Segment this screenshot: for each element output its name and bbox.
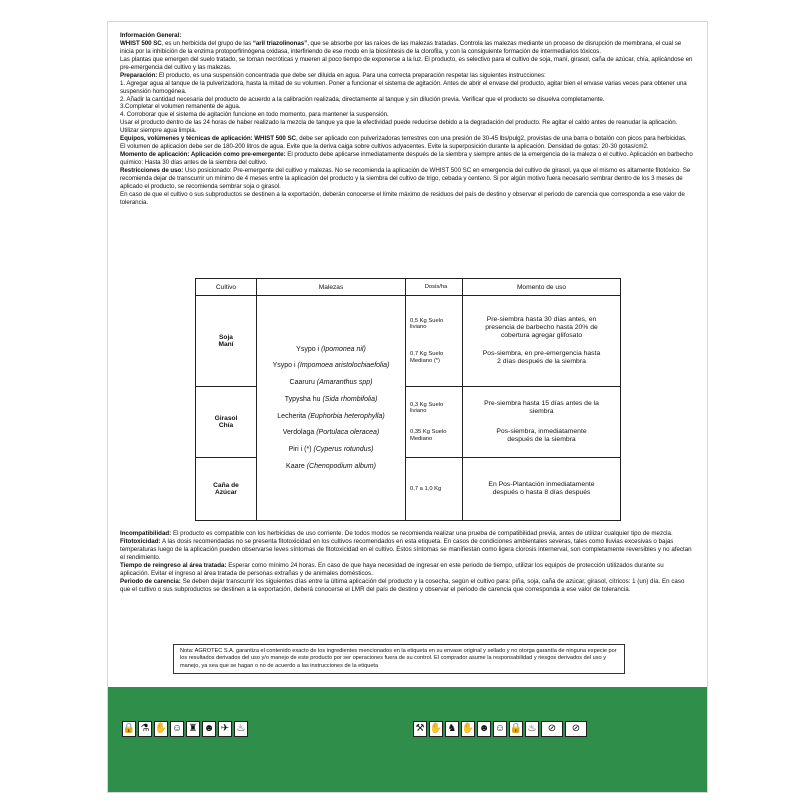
moment-girasol-chia: Pre-siembra hasta 15 días antes de la siembra Pos-siembra, inmediatamente después de la siembra	[463, 387, 621, 458]
dose-soja-mani: 0,5 Kg Suelo liviano 0,7 Kg Suelo Mediano (*)	[406, 296, 463, 387]
mask-icon: ☻	[202, 721, 216, 737]
equipment-paragraph: Equipos, volúmenes y técnicas de aplicación: WHIST 500 SC, debe ser aplicado con pulverizadoras terrestres con una presión de 30-45 lbs/pulg2, provistas de una barra o botalón con picos para herbicidas. El volumen de aplicación debe ser de 180-200 litros de agua. Evite que la deriva caiga sobre cultivos adyacentes. Evite la superposición durante la aplicación. Densidad de gotas: 20-30 gotas/cm2.	[120, 135, 687, 151]
restrictions-paragraph: Restricciones de uso: Uso posicionado: Pre-emergente del cultivo y malezas. No se recomienda la aplicación de WHIST 500 SC en emergencia del cultivo de girasol, ya que el mismo es altamente fitotóxico. Se recomienda dejar de transcurrir un mínimo de 4 meses entre la aplicación del producto y la siembra del cultivo de trigo, cebada y centeno. Si por algún motivo fuera necesario sembrar dentro de los 3 meses de aplicado el producto, se recomienda sembrar soja o girasol.	[120, 166, 691, 190]
table-row	[196, 296, 621, 387]
dosage-table	[195, 278, 621, 521]
list-item: Verdolaga (Portulaca oleracea)	[282, 429, 380, 437]
list-item: Ysypo i (Ipomonea nil)	[296, 345, 366, 353]
gloves-icon: ✋	[154, 721, 168, 737]
mixing-icon: ⚗	[138, 721, 152, 737]
list-item: Piri i (*) (Cyperus rotundus)	[288, 445, 374, 453]
general-paragraph-1: WHIST 500 SC, es un herbicida del grupo de las “aril triazolinonas”, que se absorbe por las raíces de las malezas tratadas. Controla las malezas mediante un proceso de disrupción de membrana, el cual se inicia por la inhibición de la enzima protoporfirinógena oxidasa, interfiriendo de ese modo en la biosíntesis de la clorofila, y con la consiguiente formación de intermediarios tóxicos.	[120, 39, 682, 55]
weeds-cell	[257, 296, 406, 521]
dose-cana-azucar: 0,7 a 1,0 Kg	[406, 458, 463, 521]
no-animals-icon: ⊘	[541, 721, 563, 737]
weeds-list	[257, 346, 405, 471]
header-moment: Momento de uso	[463, 279, 621, 296]
carencia-paragraph: Periodo de carencia: Se deben dejar transcurrir los siguientes días entre la última aplicación del producto y la cosecha, según el cultivo para: piña, soja, caña de azúcar, girasol, cítricos: 1 (un) día. En caso que el cultivo o sus subproductos se destinen a la exportación, deberá conocerse el LMR del país de destino y observar el periodo de carencia que corresponda a ese valor de tolerancia.	[120, 577, 685, 593]
pictograms-left	[122, 721, 248, 737]
preparation-step-4: 4. Corroborar que el sistema de agitación funcione en todo momento, para mantener la suspensión.	[120, 111, 389, 119]
compatibility-paragraph: Incompatibilidad: El producto es compatible con los herbicidas de uso corriente. De todos modos se recomienda realizar una prueba de compatibilidad previa, antes de utilizar cualquier tipo de mezcla.	[120, 530, 673, 537]
timing-paragraph: Momento de aplicación: Aplicación como pre-emergente: El producto debe aplicarse inmediatamente después de la siembra y siempre antes de la emergencia de la maleza o el cultivo. Aplicación en barbecho químico: Hasta 30 días antes de la siembra del cultivo.	[120, 151, 693, 166]
boots-icon: ♞	[445, 721, 459, 737]
dose-girasol-chia: 0,3 Kg Suelo liviano 0,35 Kg Suelo Mediano	[406, 387, 463, 458]
export-paragraph: En caso de que el cultivo o sus subproductos se destinen a la exportación, deberán conocerse el límite máximo de residuos del país de destino y observar el periodo de carencia que corresponda a ese valor de tolerancia.	[120, 190, 685, 206]
sprayer-person-icon: ⚒	[413, 721, 427, 737]
list-item: Typysha hu (Sida rhombifolia)	[284, 395, 378, 403]
list-item: Lecherita (Euphorbia heterophylla)	[277, 412, 385, 420]
gloves-icon: ✋	[461, 721, 475, 737]
apron-icon: ♜	[186, 721, 200, 737]
moment-soja-mani: Pre-siembra hasta 30 días antes, en presencia de barbecho hasta 20% de cobertura agregar glifosato Pos-siembra, en pre-emergencia hasta 2 días después de la siembra	[463, 296, 621, 387]
header-dose: Dosis/ha	[406, 279, 463, 296]
crop-girasol-chia: Girasol Chía	[196, 387, 257, 458]
disclaimer-note: Nota: AGROTEC S.A. garantiza el contenido exacto de los ingredientes mencionados en la etiqueta en su envase original y sellado y no otorga garantía de ninguna especie por los resultados derivados del uso y/o manejo de este producto por ser operaciones fuera de su control. El comprador asume la responsabilidad y riesgos derivados del uso y manejo, ya sea que se hagan o no de acuerdo a las instrucciones de la etiqueta	[173, 644, 625, 674]
wash-icon: ♨	[234, 721, 248, 737]
list-item: Ysypo i (Impomoea aristolochiaefolia)	[272, 362, 390, 370]
preparation-paragraph: Preparación: El producto, es una suspensión concentrada que debe ser diluida en agua. Para una correcta preparación respetar las siguientes instrucciones:	[120, 71, 546, 79]
header-crop: Cultivo	[196, 279, 257, 296]
table-header-row	[196, 279, 621, 296]
general-paragraph-2: Las plantas que emergen del suelo tratado, se tornan necróticas y mueren al poco tiempo de exponerse a la luz. El producto, es selectivo para el cultivo de soja, maní, girasol, caña de azúcar, chía, aplicándose en pre-emergencia del cultivo y las malezas.	[120, 55, 693, 71]
preparation-step-1: 1. Agregar agua al tanque de la pulverizadora, hasta la mitad de su volumen. Poner a funcionar el sistema de agitación. Antes de abrir el envase del producto, agitar bien el envase varias veces para obtener una suspensión homogénea.	[120, 79, 687, 95]
face-shield-icon: ☺	[493, 721, 507, 737]
crop-cana-azucar: Caña de Azúcar	[196, 458, 257, 521]
wash-icon: ♨	[525, 721, 539, 737]
label-lower-text	[120, 530, 693, 594]
lock-store-icon: 🔒	[122, 721, 136, 737]
preparation-step-3: 3.Completar el volumen remanente de agua.	[120, 103, 241, 111]
list-item: Caaruru (Amaranthus spp)	[289, 379, 373, 387]
lock-icon: 🔒	[509, 721, 523, 737]
preparation-note: Usar el producto dentro de las 24 horas de haber realizado la mezcla de tanque ya que la efectividad puede reducirse debido a la degradación del producto. Re agitar el caldo antes de reanudar la aplicación. Utilizar siempre agua limpia.	[120, 119, 678, 135]
pictograms-right	[413, 721, 587, 737]
phytotoxicity-paragraph: Fitotoxicidad: A las dosis recomendadas no se presenta fitotoxicidad en los cultivos recomendados en esta etiqueta. En casos de condiciones ambientales severas, tales como lluvias excesivas o bajas temperaturas luego de la aplicación pueden observarse leves síntomas de fitotoxicidad en el cultivo. Estos síntomas se manifiestan como ligera clorosis internerval, son completamente reversibles y no afectan el rendimiento.	[120, 537, 692, 561]
no-fish-icon: ⊘	[565, 721, 587, 737]
general-title: Información General:	[120, 32, 182, 39]
moment-cana-azucar: En Pos-Plantación inmediatamente después o hasta 8 días después	[463, 458, 621, 521]
product-label	[108, 22, 707, 792]
reentry-paragraph: Tiempo de reingreso al área tratada: Esperar como mínimo 24 horas. En caso de que haya necesidad de ingresar en este periodo de tiempo, utilizar los equipos de protección utilizados durante su aplicación. Evitar el ingreso al área tratada de personas extrañas y de animales domésticos.	[120, 561, 664, 577]
mask-icon: ☻	[477, 721, 491, 737]
spray-icon: ✈	[218, 721, 232, 737]
preparation-step-2: 2. Añadir la cantidad necesaria del producto de acuerdo a la calibración realizada, directamente al tanque y sin dilución previa. Verificar que el producto se disuelva completamente.	[120, 95, 605, 103]
face-shield-icon: ☺	[170, 721, 184, 737]
crop-soja-mani: Soja Maní	[196, 296, 257, 387]
list-item: Kaare (Chenopodium album)	[286, 462, 376, 470]
wash-hands-icon: ✋	[429, 721, 443, 737]
header-weeds: Malezas	[257, 279, 406, 296]
label-upper-text	[120, 32, 693, 207]
pictogram-band	[108, 687, 707, 792]
